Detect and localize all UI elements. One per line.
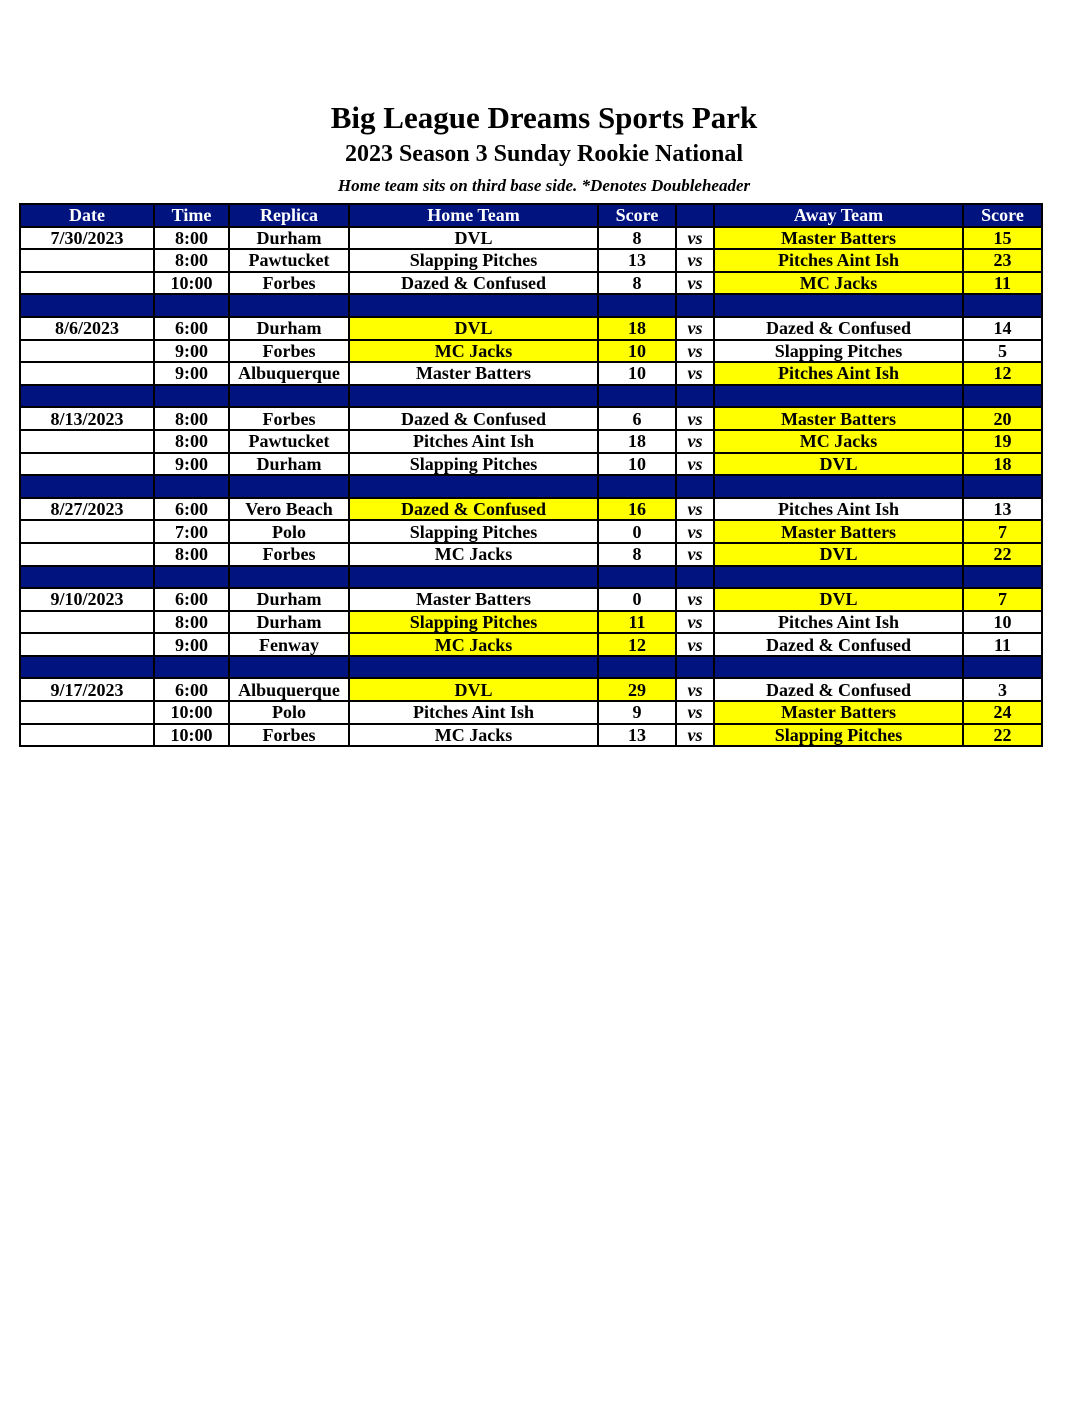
away-score-cell: 13	[963, 498, 1042, 521]
vs-cell: vs	[676, 678, 714, 701]
away-team-cell: MC Jacks	[714, 430, 963, 453]
away-score-cell: 24	[963, 701, 1042, 724]
separator-cell	[229, 656, 349, 679]
away-team-cell: Slapping Pitches	[714, 340, 963, 363]
replica-cell: Forbes	[229, 543, 349, 566]
away-score-cell: 22	[963, 724, 1042, 747]
away-team-cell: Pitches Aint Ish	[714, 611, 963, 634]
vs-cell: vs	[676, 227, 714, 250]
away-score-cell: 22	[963, 543, 1042, 566]
replica-cell: Durham	[229, 588, 349, 611]
vs-cell: vs	[676, 362, 714, 385]
time-cell: 6:00	[154, 498, 229, 521]
game-row	[20, 611, 1042, 634]
away-score-cell: 11	[963, 633, 1042, 656]
separator-row	[20, 385, 1042, 408]
vs-cell: vs	[676, 611, 714, 634]
away-team-cell: Pitches Aint Ish	[714, 362, 963, 385]
date-cell	[20, 340, 154, 363]
vs-cell: vs	[676, 701, 714, 724]
game-row	[20, 317, 1042, 340]
time-cell: 7:00	[154, 520, 229, 543]
vs-cell: vs	[676, 453, 714, 476]
time-cell: 8:00	[154, 543, 229, 566]
col-header-away-score: Score	[963, 204, 1042, 227]
vs-cell: vs	[676, 407, 714, 430]
separator-cell	[598, 385, 676, 408]
date-cell	[20, 611, 154, 634]
separator-cell	[676, 475, 714, 498]
date-cell	[20, 362, 154, 385]
away-team-cell: Dazed & Confused	[714, 633, 963, 656]
date-cell	[20, 543, 154, 566]
replica-cell: Forbes	[229, 724, 349, 747]
separator-cell	[714, 294, 963, 317]
home-team-cell: Dazed & Confused	[349, 407, 598, 430]
away-score-cell: 12	[963, 362, 1042, 385]
home-team-cell: Pitches Aint Ish	[349, 430, 598, 453]
game-row	[20, 520, 1042, 543]
separator-cell	[154, 294, 229, 317]
game-row	[20, 678, 1042, 701]
time-cell: 6:00	[154, 678, 229, 701]
replica-cell: Durham	[229, 227, 349, 250]
separator-cell	[154, 475, 229, 498]
home-score-cell: 18	[598, 430, 676, 453]
col-header-replica: Replica	[229, 204, 349, 227]
home-score-cell: 10	[598, 340, 676, 363]
replica-cell: Vero Beach	[229, 498, 349, 521]
time-cell: 10:00	[154, 272, 229, 295]
game-row	[20, 453, 1042, 476]
vs-cell: vs	[676, 520, 714, 543]
vs-cell: vs	[676, 588, 714, 611]
separator-cell	[349, 566, 598, 589]
separator-cell	[598, 294, 676, 317]
vs-cell: vs	[676, 272, 714, 295]
separator-row	[20, 475, 1042, 498]
date-cell	[20, 272, 154, 295]
home-team-cell: Master Batters	[349, 362, 598, 385]
home-score-cell: 13	[598, 724, 676, 747]
away-team-cell: DVL	[714, 543, 963, 566]
home-score-cell: 12	[598, 633, 676, 656]
home-score-cell: 10	[598, 362, 676, 385]
vs-cell: vs	[676, 430, 714, 453]
separator-cell	[349, 475, 598, 498]
home-team-cell: Pitches Aint Ish	[349, 701, 598, 724]
separator-cell	[20, 385, 154, 408]
vs-cell: vs	[676, 249, 714, 272]
game-row	[20, 633, 1042, 656]
date-cell: 8/27/2023	[20, 498, 154, 521]
separator-cell	[349, 656, 598, 679]
home-score-cell: 29	[598, 678, 676, 701]
away-score-cell: 15	[963, 227, 1042, 250]
date-cell: 7/30/2023	[20, 227, 154, 250]
home-score-cell: 16	[598, 498, 676, 521]
separator-cell	[154, 656, 229, 679]
separator-cell	[963, 294, 1042, 317]
time-cell: 9:00	[154, 362, 229, 385]
time-cell: 6:00	[154, 317, 229, 340]
separator-cell	[154, 385, 229, 408]
header-row	[20, 204, 1042, 227]
separator-cell	[598, 656, 676, 679]
replica-cell: Polo	[229, 520, 349, 543]
replica-cell: Forbes	[229, 340, 349, 363]
date-cell: 8/13/2023	[20, 407, 154, 430]
date-cell	[20, 249, 154, 272]
away-team-cell: Master Batters	[714, 407, 963, 430]
game-row	[20, 407, 1042, 430]
home-team-cell: MC Jacks	[349, 543, 598, 566]
away-team-cell: Pitches Aint Ish	[714, 249, 963, 272]
game-row	[20, 340, 1042, 363]
away-score-cell: 14	[963, 317, 1042, 340]
time-cell: 6:00	[154, 588, 229, 611]
home-score-cell: 8	[598, 543, 676, 566]
separator-cell	[229, 294, 349, 317]
separator-cell	[20, 566, 154, 589]
vs-cell: vs	[676, 340, 714, 363]
home-team-cell: Dazed & Confused	[349, 272, 598, 295]
home-score-cell: 0	[598, 588, 676, 611]
schedule-note: Home team sits on third base side. *Denotes Doubleheader	[337, 176, 751, 195]
date-cell	[20, 724, 154, 747]
separator-cell	[676, 294, 714, 317]
separator-cell	[20, 294, 154, 317]
separator-row	[20, 294, 1042, 317]
separator-row	[20, 656, 1042, 679]
time-cell: 8:00	[154, 407, 229, 430]
date-cell	[20, 633, 154, 656]
separator-cell	[229, 385, 349, 408]
col-header-time: Time	[154, 204, 229, 227]
home-score-cell: 8	[598, 227, 676, 250]
away-team-cell: Dazed & Confused	[714, 678, 963, 701]
away-score-cell: 23	[963, 249, 1042, 272]
game-row	[20, 724, 1042, 747]
col-header-away-team: Away Team	[714, 204, 963, 227]
separator-cell	[676, 385, 714, 408]
date-cell	[20, 453, 154, 476]
vs-cell: vs	[676, 498, 714, 521]
time-cell: 9:00	[154, 633, 229, 656]
home-team-cell: DVL	[349, 317, 598, 340]
game-row	[20, 362, 1042, 385]
time-cell: 10:00	[154, 701, 229, 724]
game-row	[20, 588, 1042, 611]
away-score-cell: 3	[963, 678, 1042, 701]
away-score-cell: 11	[963, 272, 1042, 295]
separator-cell	[676, 656, 714, 679]
page-subtitle: 2023 Season 3 Sunday Rookie National	[344, 141, 744, 167]
time-cell: 8:00	[154, 611, 229, 634]
replica-cell: Fenway	[229, 633, 349, 656]
vs-cell: vs	[676, 317, 714, 340]
schedule-table	[19, 203, 1043, 747]
col-header-home-team: Home Team	[349, 204, 598, 227]
date-cell: 8/6/2023	[20, 317, 154, 340]
col-header-date: Date	[20, 204, 154, 227]
home-score-cell: 11	[598, 611, 676, 634]
replica-cell: Forbes	[229, 407, 349, 430]
away-team-cell: DVL	[714, 588, 963, 611]
away-team-cell: Slapping Pitches	[714, 724, 963, 747]
separator-row	[20, 566, 1042, 589]
date-cell: 9/17/2023	[20, 678, 154, 701]
separator-cell	[154, 566, 229, 589]
game-row	[20, 272, 1042, 295]
date-cell	[20, 701, 154, 724]
separator-cell	[963, 566, 1042, 589]
away-score-cell: 18	[963, 453, 1042, 476]
separator-cell	[963, 385, 1042, 408]
separator-cell	[714, 475, 963, 498]
game-row	[20, 543, 1042, 566]
game-row	[20, 430, 1042, 453]
replica-cell: Durham	[229, 317, 349, 340]
game-row	[20, 498, 1042, 521]
games-body	[20, 227, 1042, 747]
replica-cell: Durham	[229, 453, 349, 476]
away-score-cell: 5	[963, 340, 1042, 363]
vs-cell: vs	[676, 543, 714, 566]
home-score-cell: 10	[598, 453, 676, 476]
home-team-cell: MC Jacks	[349, 340, 598, 363]
col-header-vs	[676, 204, 714, 227]
game-row	[20, 227, 1042, 250]
home-team-cell: Slapping Pitches	[349, 611, 598, 634]
away-team-cell: Pitches Aint Ish	[714, 498, 963, 521]
separator-cell	[963, 656, 1042, 679]
home-score-cell: 13	[598, 249, 676, 272]
time-cell: 8:00	[154, 227, 229, 250]
time-cell: 8:00	[154, 430, 229, 453]
home-score-cell: 9	[598, 701, 676, 724]
date-cell	[20, 430, 154, 453]
separator-cell	[229, 475, 349, 498]
separator-cell	[598, 475, 676, 498]
home-team-cell: Dazed & Confused	[349, 498, 598, 521]
separator-cell	[20, 656, 154, 679]
home-score-cell: 8	[598, 272, 676, 295]
separator-cell	[963, 475, 1042, 498]
away-team-cell: Master Batters	[714, 520, 963, 543]
home-team-cell: Master Batters	[349, 588, 598, 611]
replica-cell: Albuquerque	[229, 362, 349, 385]
away-score-cell: 7	[963, 520, 1042, 543]
away-team-cell: DVL	[714, 453, 963, 476]
separator-cell	[349, 385, 598, 408]
separator-cell	[349, 294, 598, 317]
home-team-cell: MC Jacks	[349, 724, 598, 747]
replica-cell: Albuquerque	[229, 678, 349, 701]
replica-cell: Pawtucket	[229, 430, 349, 453]
replica-cell: Forbes	[229, 272, 349, 295]
page-title: Big League Dreams Sports Park	[330, 100, 758, 135]
separator-cell	[714, 385, 963, 408]
home-score-cell: 6	[598, 407, 676, 430]
home-team-cell: Slapping Pitches	[349, 249, 598, 272]
separator-cell	[714, 566, 963, 589]
separator-cell	[229, 566, 349, 589]
away-score-cell: 19	[963, 430, 1042, 453]
home-score-cell: 18	[598, 317, 676, 340]
home-team-cell: Slapping Pitches	[349, 453, 598, 476]
time-cell: 9:00	[154, 340, 229, 363]
game-row	[20, 701, 1042, 724]
separator-cell	[714, 656, 963, 679]
replica-cell: Durham	[229, 611, 349, 634]
replica-cell: Polo	[229, 701, 349, 724]
away-score-cell: 10	[963, 611, 1042, 634]
vs-cell: vs	[676, 633, 714, 656]
home-team-cell: Slapping Pitches	[349, 520, 598, 543]
away-team-cell: MC Jacks	[714, 272, 963, 295]
game-row	[20, 249, 1042, 272]
home-team-cell: MC Jacks	[349, 633, 598, 656]
col-header-home-score: Score	[598, 204, 676, 227]
separator-cell	[20, 475, 154, 498]
home-team-cell: DVL	[349, 678, 598, 701]
vs-cell: vs	[676, 724, 714, 747]
home-score-cell: 0	[598, 520, 676, 543]
time-cell: 8:00	[154, 249, 229, 272]
separator-cell	[676, 566, 714, 589]
replica-cell: Pawtucket	[229, 249, 349, 272]
away-score-cell: 7	[963, 588, 1042, 611]
away-team-cell: Master Batters	[714, 227, 963, 250]
date-cell: 9/10/2023	[20, 588, 154, 611]
date-cell	[20, 520, 154, 543]
away-team-cell: Dazed & Confused	[714, 317, 963, 340]
time-cell: 9:00	[154, 453, 229, 476]
separator-cell	[598, 566, 676, 589]
away-team-cell: Master Batters	[714, 701, 963, 724]
home-team-cell: DVL	[349, 227, 598, 250]
time-cell: 10:00	[154, 724, 229, 747]
away-score-cell: 20	[963, 407, 1042, 430]
